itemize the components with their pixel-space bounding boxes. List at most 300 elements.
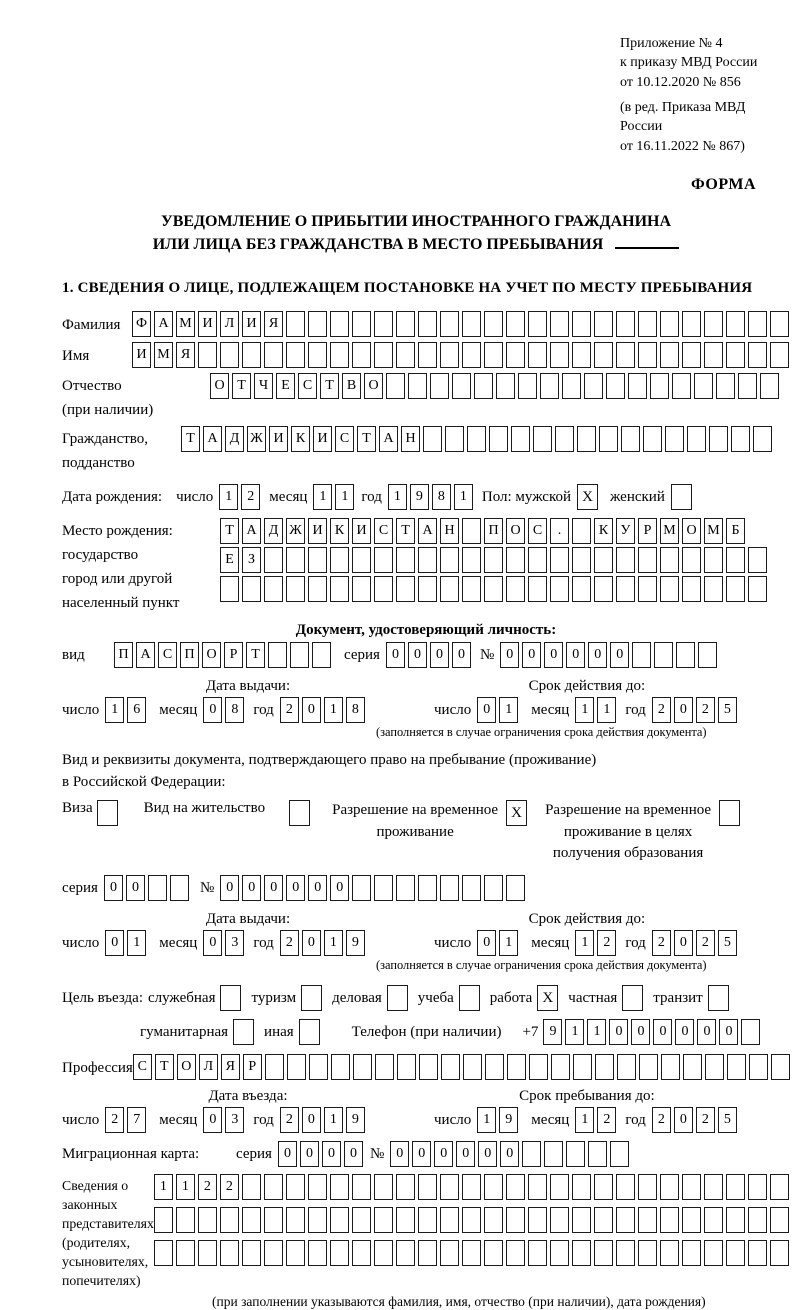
char-cell[interactable] (550, 311, 569, 337)
char-cell[interactable]: 3 (225, 930, 244, 956)
char-cell[interactable]: 8 (225, 697, 244, 723)
char-cell[interactable] (676, 642, 695, 668)
char-cell[interactable]: 0 (653, 1019, 672, 1045)
char-cell[interactable] (638, 1207, 657, 1233)
char-cell[interactable] (682, 1240, 701, 1266)
char-cell[interactable] (660, 342, 679, 368)
char-cell[interactable] (507, 1054, 526, 1080)
char-cell[interactable]: 1 (575, 1107, 594, 1133)
char-cell[interactable]: 0 (631, 1019, 650, 1045)
char-cell[interactable] (606, 373, 625, 399)
char-cell[interactable]: И (313, 426, 332, 452)
char-cell[interactable] (330, 311, 349, 337)
char-cell[interactable] (726, 342, 745, 368)
char-cell[interactable]: И (269, 426, 288, 452)
char-cell[interactable]: Я (221, 1054, 240, 1080)
char-cell[interactable] (572, 1207, 591, 1233)
char-cell[interactable] (643, 426, 662, 452)
char-cell[interactable]: 0 (697, 1019, 716, 1045)
char-cell[interactable] (374, 342, 393, 368)
char-cell[interactable]: К (291, 426, 310, 452)
char-cell[interactable] (418, 311, 437, 337)
char-cell[interactable] (638, 547, 657, 573)
char-cell[interactable] (474, 373, 493, 399)
char-cell[interactable] (308, 547, 327, 573)
char-cell[interactable] (462, 576, 481, 602)
char-cell[interactable] (148, 875, 167, 901)
char-cell[interactable] (374, 1174, 393, 1200)
char-cell[interactable]: 1 (324, 930, 343, 956)
char-cell[interactable]: 0 (286, 875, 305, 901)
char-cell[interactable] (665, 426, 684, 452)
char-cell[interactable]: 1 (388, 484, 407, 510)
char-cell[interactable] (352, 311, 371, 337)
char-cell[interactable] (594, 1240, 613, 1266)
char-cell[interactable]: Л (199, 1054, 218, 1080)
visa-checkbox[interactable] (97, 800, 118, 826)
char-cell[interactable]: 0 (434, 1141, 453, 1167)
char-cell[interactable] (352, 1174, 371, 1200)
char-cell[interactable]: 0 (302, 930, 321, 956)
char-cell[interactable] (661, 1054, 680, 1080)
char-cell[interactable]: О (202, 642, 221, 668)
char-cell[interactable] (374, 547, 393, 573)
char-cell[interactable] (418, 1207, 437, 1233)
char-cell[interactable]: 0 (308, 875, 327, 901)
char-cell[interactable] (198, 342, 217, 368)
char-cell[interactable] (705, 1054, 724, 1080)
char-cell[interactable] (308, 1174, 327, 1200)
char-cell[interactable] (594, 311, 613, 337)
char-cell[interactable] (572, 311, 591, 337)
char-cell[interactable] (511, 426, 530, 452)
char-cell[interactable]: 1 (105, 697, 124, 723)
char-cell[interactable] (286, 342, 305, 368)
char-cell[interactable] (540, 373, 559, 399)
char-cell[interactable]: 0 (477, 697, 496, 723)
char-cell[interactable]: 9 (346, 1107, 365, 1133)
char-cell[interactable] (462, 1240, 481, 1266)
char-cell[interactable]: 0 (278, 1141, 297, 1167)
char-cell[interactable]: 0 (264, 875, 283, 901)
char-cell[interactable]: 5 (718, 697, 737, 723)
temp-residence-checkbox[interactable]: X (506, 800, 527, 826)
char-cell[interactable]: Л (220, 311, 239, 337)
char-cell[interactable]: 1 (597, 697, 616, 723)
char-cell[interactable] (551, 1054, 570, 1080)
char-cell[interactable]: Р (243, 1054, 262, 1080)
char-cell[interactable] (550, 576, 569, 602)
char-cell[interactable] (572, 1240, 591, 1266)
char-cell[interactable] (616, 547, 635, 573)
char-cell[interactable] (330, 342, 349, 368)
char-cell[interactable] (726, 311, 745, 337)
char-cell[interactable] (308, 342, 327, 368)
char-cell[interactable] (616, 311, 635, 337)
char-cell[interactable]: С (133, 1054, 152, 1080)
char-cell[interactable]: Т (396, 518, 415, 544)
char-cell[interactable]: 0 (674, 1107, 693, 1133)
char-cell[interactable] (484, 342, 503, 368)
char-cell[interactable]: М (660, 518, 679, 544)
char-cell[interactable] (423, 426, 442, 452)
purpose-other-checkbox[interactable] (299, 1019, 320, 1045)
char-cell[interactable] (738, 373, 757, 399)
char-cell[interactable]: А (136, 642, 155, 668)
char-cell[interactable] (771, 1054, 790, 1080)
char-cell[interactable]: 1 (575, 930, 594, 956)
char-cell[interactable] (440, 342, 459, 368)
char-cell[interactable] (731, 426, 750, 452)
char-cell[interactable] (529, 1054, 548, 1080)
char-cell[interactable]: В (342, 373, 361, 399)
char-cell[interactable] (268, 642, 287, 668)
char-cell[interactable]: 3 (225, 1107, 244, 1133)
char-cell[interactable] (506, 1207, 525, 1233)
char-cell[interactable] (352, 547, 371, 573)
char-cell[interactable] (555, 426, 574, 452)
char-cell[interactable] (741, 1019, 760, 1045)
char-cell[interactable]: С (298, 373, 317, 399)
char-cell[interactable]: О (210, 373, 229, 399)
char-cell[interactable] (242, 1240, 261, 1266)
char-cell[interactable] (550, 1240, 569, 1266)
char-cell[interactable]: 1 (565, 1019, 584, 1045)
char-cell[interactable] (154, 1207, 173, 1233)
char-cell[interactable]: С (158, 642, 177, 668)
char-cell[interactable]: О (177, 1054, 196, 1080)
char-cell[interactable] (484, 1207, 503, 1233)
char-cell[interactable] (748, 342, 767, 368)
char-cell[interactable] (220, 1207, 239, 1233)
char-cell[interactable] (462, 518, 481, 544)
char-cell[interactable]: П (114, 642, 133, 668)
char-cell[interactable] (748, 1174, 767, 1200)
char-cell[interactable] (198, 1207, 217, 1233)
char-cell[interactable] (418, 1240, 437, 1266)
char-cell[interactable] (748, 1240, 767, 1266)
char-cell[interactable] (462, 311, 481, 337)
char-cell[interactable] (748, 1207, 767, 1233)
char-cell[interactable]: 2 (105, 1107, 124, 1133)
char-cell[interactable] (660, 1207, 679, 1233)
char-cell[interactable]: У (616, 518, 635, 544)
char-cell[interactable] (704, 547, 723, 573)
char-cell[interactable]: 1 (454, 484, 473, 510)
char-cell[interactable] (528, 342, 547, 368)
char-cell[interactable] (396, 1174, 415, 1200)
char-cell[interactable]: 0 (675, 1019, 694, 1045)
char-cell[interactable] (683, 1054, 702, 1080)
char-cell[interactable] (533, 426, 552, 452)
char-cell[interactable] (418, 875, 437, 901)
char-cell[interactable] (594, 576, 613, 602)
char-cell[interactable] (518, 373, 537, 399)
char-cell[interactable]: К (594, 518, 613, 544)
char-cell[interactable] (264, 1240, 283, 1266)
char-cell[interactable]: 7 (127, 1107, 146, 1133)
char-cell[interactable] (528, 547, 547, 573)
char-cell[interactable]: С (335, 426, 354, 452)
char-cell[interactable] (440, 547, 459, 573)
char-cell[interactable] (352, 875, 371, 901)
char-cell[interactable] (286, 576, 305, 602)
char-cell[interactable]: 1 (499, 697, 518, 723)
char-cell[interactable]: О (364, 373, 383, 399)
char-cell[interactable]: 0 (477, 930, 496, 956)
char-cell[interactable] (352, 1207, 371, 1233)
char-cell[interactable]: 1 (499, 930, 518, 956)
char-cell[interactable]: Т (220, 518, 239, 544)
char-cell[interactable] (506, 576, 525, 602)
char-cell[interactable] (748, 311, 767, 337)
char-cell[interactable] (287, 1054, 306, 1080)
char-cell[interactable] (584, 373, 603, 399)
char-cell[interactable] (572, 518, 591, 544)
char-cell[interactable] (687, 426, 706, 452)
char-cell[interactable] (418, 1174, 437, 1200)
char-cell[interactable]: 0 (242, 875, 261, 901)
char-cell[interactable] (386, 373, 405, 399)
char-cell[interactable] (727, 1054, 746, 1080)
char-cell[interactable] (572, 547, 591, 573)
char-cell[interactable] (374, 875, 393, 901)
sex-female-checkbox[interactable] (671, 484, 692, 510)
residence-permit-checkbox[interactable] (289, 800, 310, 826)
char-cell[interactable]: И (242, 311, 261, 337)
char-cell[interactable] (374, 576, 393, 602)
char-cell[interactable]: Р (224, 642, 243, 668)
char-cell[interactable] (550, 1174, 569, 1200)
char-cell[interactable]: 5 (718, 930, 737, 956)
char-cell[interactable] (286, 1207, 305, 1233)
char-cell[interactable]: 1 (575, 697, 594, 723)
char-cell[interactable]: 1 (324, 1107, 343, 1133)
char-cell[interactable]: Р (638, 518, 657, 544)
char-cell[interactable]: 0 (330, 875, 349, 901)
char-cell[interactable] (748, 547, 767, 573)
char-cell[interactable] (577, 426, 596, 452)
char-cell[interactable] (220, 1240, 239, 1266)
char-cell[interactable]: Д (264, 518, 283, 544)
char-cell[interactable] (242, 1207, 261, 1233)
char-cell[interactable] (704, 342, 723, 368)
char-cell[interactable] (496, 373, 515, 399)
char-cell[interactable] (594, 1174, 613, 1200)
char-cell[interactable]: 0 (105, 930, 124, 956)
char-cell[interactable]: М (704, 518, 723, 544)
char-cell[interactable] (242, 342, 261, 368)
char-cell[interactable]: Я (264, 311, 283, 337)
char-cell[interactable]: О (506, 518, 525, 544)
char-cell[interactable] (330, 576, 349, 602)
char-cell[interactable] (650, 373, 669, 399)
char-cell[interactable] (726, 547, 745, 573)
char-cell[interactable]: 1 (313, 484, 332, 510)
char-cell[interactable]: 0 (609, 1019, 628, 1045)
char-cell[interactable]: 0 (430, 642, 449, 668)
char-cell[interactable]: 0 (203, 1107, 222, 1133)
char-cell[interactable] (544, 1141, 563, 1167)
char-cell[interactable]: 1 (335, 484, 354, 510)
char-cell[interactable] (418, 576, 437, 602)
char-cell[interactable] (440, 311, 459, 337)
char-cell[interactable]: 2 (220, 1174, 239, 1200)
char-cell[interactable] (628, 373, 647, 399)
char-cell[interactable]: И (308, 518, 327, 544)
char-cell[interactable] (682, 311, 701, 337)
char-cell[interactable] (506, 311, 525, 337)
char-cell[interactable] (264, 1174, 283, 1200)
char-cell[interactable] (440, 875, 459, 901)
char-cell[interactable] (484, 875, 503, 901)
char-cell[interactable] (312, 642, 331, 668)
char-cell[interactable] (242, 576, 261, 602)
char-cell[interactable]: М (176, 311, 195, 337)
char-cell[interactable] (418, 547, 437, 573)
char-cell[interactable]: 0 (412, 1141, 431, 1167)
char-cell[interactable] (704, 1207, 723, 1233)
char-cell[interactable] (396, 1240, 415, 1266)
char-cell[interactable] (616, 1207, 635, 1233)
char-cell[interactable] (528, 1240, 547, 1266)
char-cell[interactable] (485, 1054, 504, 1080)
char-cell[interactable] (220, 342, 239, 368)
char-cell[interactable] (484, 311, 503, 337)
char-cell[interactable]: Т (232, 373, 251, 399)
char-cell[interactable] (441, 1054, 460, 1080)
char-cell[interactable] (573, 1054, 592, 1080)
char-cell[interactable]: 2 (280, 930, 299, 956)
char-cell[interactable] (352, 342, 371, 368)
char-cell[interactable]: Ж (247, 426, 266, 452)
char-cell[interactable] (566, 1141, 585, 1167)
purpose-tourism-checkbox[interactable] (301, 985, 322, 1011)
char-cell[interactable]: 0 (300, 1141, 319, 1167)
char-cell[interactable] (760, 373, 779, 399)
char-cell[interactable] (374, 1207, 393, 1233)
char-cell[interactable]: 0 (500, 642, 519, 668)
char-cell[interactable]: Ж (286, 518, 305, 544)
char-cell[interactable]: С (528, 518, 547, 544)
char-cell[interactable] (397, 1054, 416, 1080)
char-cell[interactable]: 2 (696, 697, 715, 723)
char-cell[interactable] (308, 311, 327, 337)
char-cell[interactable] (286, 547, 305, 573)
char-cell[interactable]: А (154, 311, 173, 337)
char-cell[interactable] (308, 1207, 327, 1233)
char-cell[interactable]: И (352, 518, 371, 544)
char-cell[interactable] (749, 1054, 768, 1080)
char-cell[interactable]: З (242, 547, 261, 573)
char-cell[interactable]: Б (726, 518, 745, 544)
char-cell[interactable] (682, 547, 701, 573)
char-cell[interactable] (610, 1141, 629, 1167)
char-cell[interactable] (418, 342, 437, 368)
char-cell[interactable] (484, 1240, 503, 1266)
char-cell[interactable]: 2 (597, 930, 616, 956)
char-cell[interactable] (660, 576, 679, 602)
char-cell[interactable] (654, 642, 673, 668)
purpose-private-checkbox[interactable] (622, 985, 643, 1011)
char-cell[interactable] (726, 576, 745, 602)
char-cell[interactable]: 1 (127, 930, 146, 956)
char-cell[interactable]: 1 (176, 1174, 195, 1200)
char-cell[interactable] (506, 547, 525, 573)
char-cell[interactable] (562, 373, 581, 399)
char-cell[interactable] (374, 1240, 393, 1266)
char-cell[interactable]: 1 (219, 484, 238, 510)
char-cell[interactable] (396, 1207, 415, 1233)
char-cell[interactable]: П (180, 642, 199, 668)
purpose-business-checkbox[interactable] (387, 985, 408, 1011)
char-cell[interactable] (154, 1240, 173, 1266)
char-cell[interactable]: А (242, 518, 261, 544)
char-cell[interactable] (396, 547, 415, 573)
char-cell[interactable]: П (484, 518, 503, 544)
char-cell[interactable]: Н (401, 426, 420, 452)
char-cell[interactable]: Ф (132, 311, 151, 337)
char-cell[interactable]: 1 (154, 1174, 173, 1200)
char-cell[interactable] (440, 576, 459, 602)
char-cell[interactable] (396, 875, 415, 901)
char-cell[interactable]: 0 (322, 1141, 341, 1167)
char-cell[interactable] (352, 1240, 371, 1266)
char-cell[interactable] (616, 342, 635, 368)
char-cell[interactable]: И (132, 342, 151, 368)
char-cell[interactable] (660, 1174, 679, 1200)
char-cell[interactable]: 0 (126, 875, 145, 901)
char-cell[interactable]: 9 (543, 1019, 562, 1045)
char-cell[interactable] (242, 1174, 261, 1200)
char-cell[interactable] (484, 547, 503, 573)
char-cell[interactable]: 0 (719, 1019, 738, 1045)
char-cell[interactable] (430, 373, 449, 399)
char-cell[interactable] (638, 1174, 657, 1200)
char-cell[interactable] (748, 576, 767, 602)
char-cell[interactable] (595, 1054, 614, 1080)
char-cell[interactable] (440, 1207, 459, 1233)
char-cell[interactable]: Т (357, 426, 376, 452)
char-cell[interactable] (660, 1240, 679, 1266)
char-cell[interactable]: 9 (410, 484, 429, 510)
char-cell[interactable] (522, 1141, 541, 1167)
char-cell[interactable]: 1 (477, 1107, 496, 1133)
char-cell[interactable] (506, 1174, 525, 1200)
char-cell[interactable] (331, 1054, 350, 1080)
char-cell[interactable] (353, 1054, 372, 1080)
char-cell[interactable] (726, 1174, 745, 1200)
char-cell[interactable] (264, 547, 283, 573)
char-cell[interactable] (445, 426, 464, 452)
char-cell[interactable] (176, 1207, 195, 1233)
char-cell[interactable] (638, 1240, 657, 1266)
char-cell[interactable] (330, 1207, 349, 1233)
char-cell[interactable] (489, 426, 508, 452)
char-cell[interactable]: 0 (344, 1141, 363, 1167)
char-cell[interactable]: 0 (500, 1141, 519, 1167)
char-cell[interactable] (594, 547, 613, 573)
char-cell[interactable] (550, 342, 569, 368)
char-cell[interactable] (572, 576, 591, 602)
char-cell[interactable]: 1 (587, 1019, 606, 1045)
char-cell[interactable] (638, 576, 657, 602)
char-cell[interactable] (440, 1240, 459, 1266)
char-cell[interactable]: А (203, 426, 222, 452)
char-cell[interactable] (616, 1240, 635, 1266)
char-cell[interactable] (506, 342, 525, 368)
char-cell[interactable] (374, 311, 393, 337)
